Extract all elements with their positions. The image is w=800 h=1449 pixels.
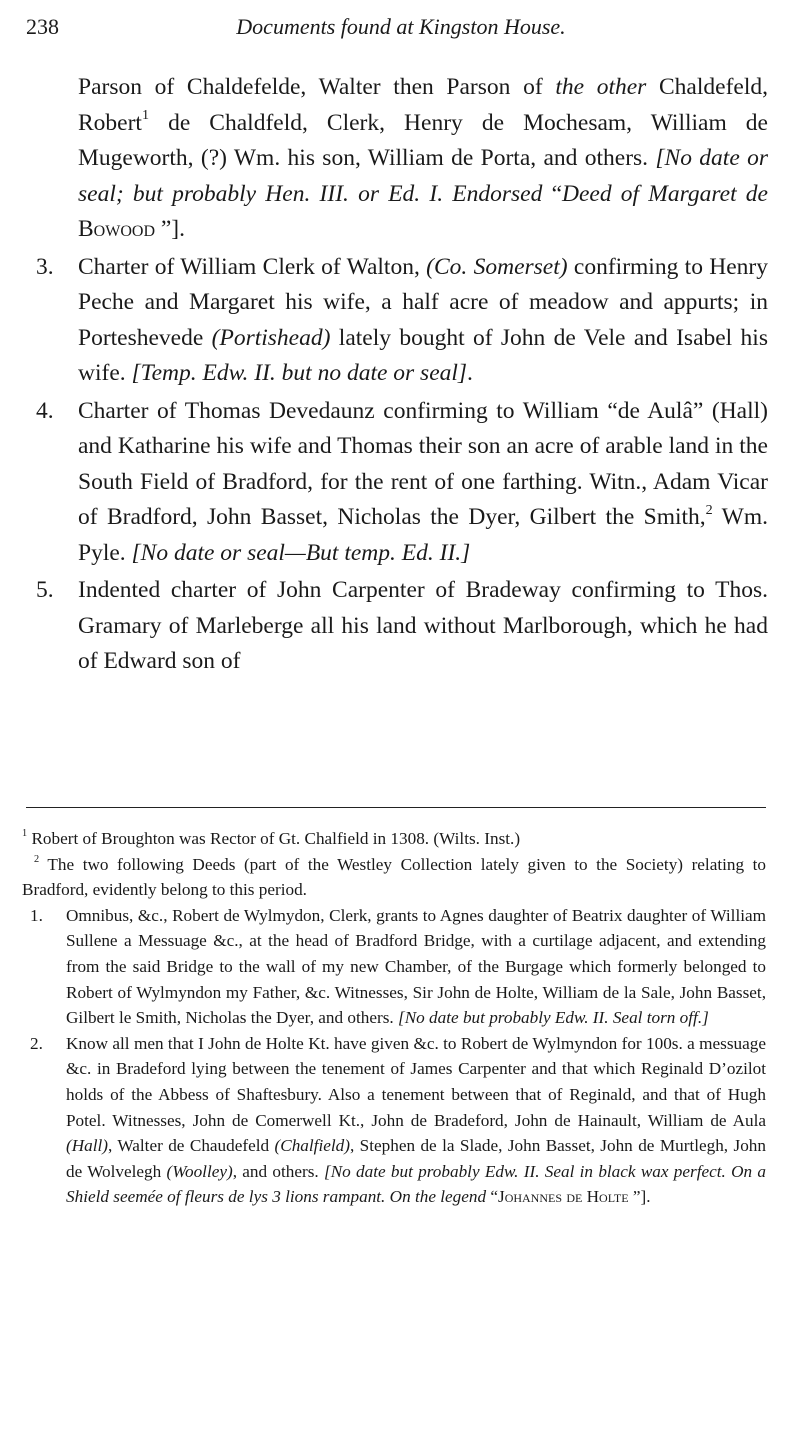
- small-caps-run: Bowood: [78, 216, 155, 242]
- text-run: ”].: [628, 1187, 651, 1207]
- item-number: 5.: [36, 577, 54, 603]
- italic-run: [No date but probably Edw. II. Seal torn off.]: [398, 1008, 709, 1028]
- italic-run: [No date but probably Edw. II. Seal in black wax perfect. On a Shield seemée of fleurs de lys 3 lions rampant. On the legend: [66, 1161, 766, 1207]
- italic-run: [No date or seal—But temp. Ed. II.]: [131, 539, 471, 566]
- item-number: 3.: [36, 253, 54, 280]
- text-run: Know all men that I John de Holte Kt. have given &c. to Robert de Wylmyndon for 100s. a messuage &c. in Bradeford lying between the tenement of James Carpenter and that which Reginald D’ozilot holds of the Abbess of Shaftesbury. Also a tenement between that of Reginald, and that of Hugh Potel. Witnesses, John de Comerwell Kt., John de Bradeford, John de Hainault, William de Aula: [66, 1033, 766, 1130]
- small-caps-run: Johannes de Holte: [498, 1187, 629, 1207]
- footnote-2: [22, 852, 766, 903]
- deed-number: 2.: [30, 1033, 43, 1053]
- text-run: Charter of William Clerk of Walton,: [78, 253, 427, 280]
- charter-item-5: [36, 573, 768, 680]
- text-run: , Stephen de la Slade, John Basset, John de Murtlegh, John de Wolvelegh: [66, 1136, 766, 1181]
- italic-run: (Co. Somerset): [426, 253, 568, 280]
- footnotes: [22, 826, 766, 1210]
- text-run: confirming to Henry Peche and Margaret his wife, a half acre of meadow and appurts; in Porteshevede: [78, 253, 768, 351]
- running-title: Documents found at Kingston House.: [236, 14, 566, 39]
- main-text: [36, 70, 768, 680]
- footnote-1: [22, 826, 766, 852]
- text-run: Parson of Chaldefelde, Walter then Parson of: [78, 74, 556, 100]
- italic-run: [Temp. Edw. II. but no date or seal]: [131, 360, 468, 386]
- italic-run: Deed of Margaret de: [562, 180, 768, 207]
- text-run: Indented charter of John Carpenter of Bradeway confirming to Thos. Gramary of Marleberge all his land without Marlborough, which he had of Edward son of: [78, 577, 768, 674]
- text-run: Wm. Pyle.: [78, 504, 768, 566]
- text-run: , Walter de Chaudefeld: [108, 1136, 275, 1156]
- text-run: “: [486, 1187, 498, 1207]
- text-run: , and others.: [232, 1161, 324, 1181]
- page-number: 238: [26, 14, 59, 39]
- italic-run: (Portishead): [211, 324, 331, 351]
- footnote-text: Robert of Broughton was Rector of Gt. Chalfield in 1308. (Wilts. Inst.): [27, 829, 521, 848]
- footnote-deed-2: [22, 1031, 766, 1210]
- italic-run: (Hall): [66, 1136, 109, 1156]
- text-run: .: [467, 360, 473, 386]
- italic-run: (Chalfield): [274, 1136, 350, 1156]
- continuation-paragraph: [78, 70, 768, 248]
- text-run: Omnibus, &c., Robert de Wylmydon, Clerk, grants to Agnes daughter of Beatrix daughter of William Sullene a Messuage &c., at the head of Bradford Bridge, with a curtilage adjacent, and extending from the said Bridge to the wall of my new Chamber, of the Burgage which formerly belonged to Robert of Wylmyndon my Father, &c. Witnesses, Sir John de Holte, William de la Sale, John Basset, Gilbert le Smith, Nicholas the Dyer, and others.: [66, 905, 766, 1028]
- text-run: “: [542, 180, 562, 207]
- text-run: Charter of Thomas Devedaunz confirming to William “de Aulâ” (Hall) and Katharine his wife and Thomas their son an acre of arable land in the South Field of Bradford, for the rent of one farthing. Witn., Adam Vicar of Bradford, John Basset, Nicholas the Dyer, Gilbert the Smith,: [78, 397, 768, 530]
- page-header: [26, 14, 776, 46]
- text-run: lately bought of John de Vele and Isabel his wife.: [78, 324, 768, 386]
- footnote-mark: 2: [34, 853, 40, 865]
- deed-number: 1.: [30, 905, 43, 925]
- italic-run: (Woolley): [166, 1161, 233, 1181]
- italic-run: [No date or seal; but probably Hen. III. or Ed. I. Endorsed: [78, 145, 768, 207]
- footnote-mark: 1: [22, 828, 28, 840]
- footnote-rule: [26, 807, 766, 808]
- text-run: Chaldefeld, Robert: [78, 74, 768, 136]
- footnote-ref-2: 2: [705, 501, 713, 518]
- footnote-deed-1: [22, 903, 766, 1031]
- footnote-ref-1: 1: [141, 107, 150, 124]
- item-number: 4.: [36, 397, 54, 424]
- footnote-text: The two following Deeds (part of the Westley Collection lately given to the Society) relating to Bradford, evidently belong to this period.: [22, 854, 766, 900]
- text-run: de Chaldfeld, Clerk, Henry de Mochesam, William de Mugeworth, (?) Wm. his son, William de Porta, and others.: [78, 109, 768, 171]
- text-run: ”].: [155, 216, 186, 242]
- charter-item-3: [36, 250, 768, 392]
- italic-run: the other: [555, 74, 647, 100]
- charter-item-4: [36, 394, 768, 572]
